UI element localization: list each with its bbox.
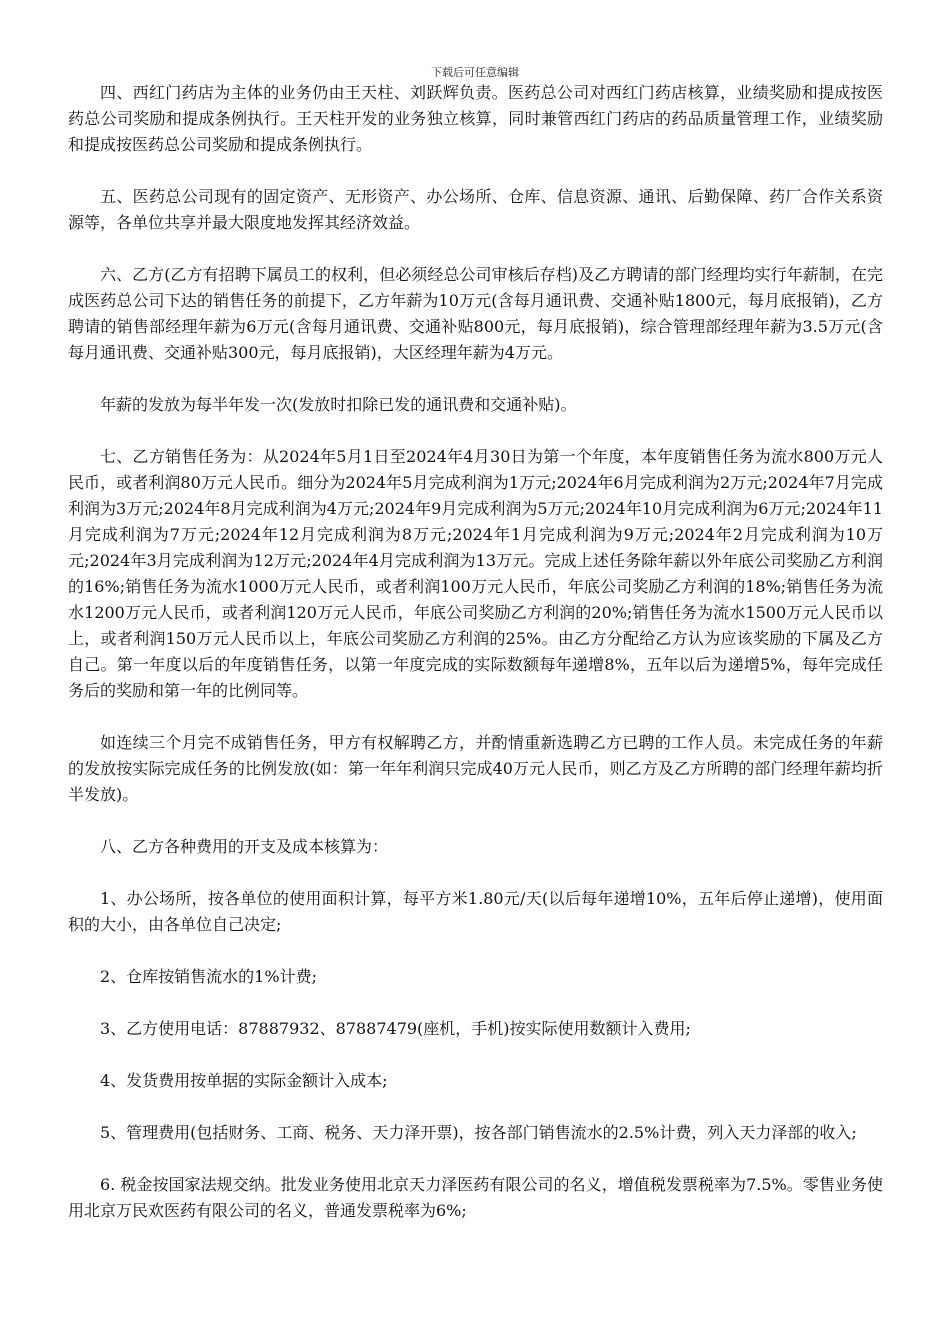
paragraph-section-4: 四、西红门药店为主体的业务仍由王天柱、刘跃辉负责。医药总公司对西红门药店核算，业绩奖励和提成按医药总公司奖励和提成条例执行。王天柱开发的业务独立核算，同时兼管西红门药店的药品质量管理工作，业绩奖励和提成按医药总公司奖励和提成条例执行。: [68, 83, 883, 154]
document-body: [68, 80, 883, 1250]
paragraph-item-4: 4、发货费用按单据的实际金额计入成本;: [100, 1071, 388, 1090]
paragraph-salary-payment: 年薪的发放为每半年发一次(发放时扣除已发的通讯费和交通补贴)。: [100, 395, 577, 414]
paragraph-section-8: 八、乙方各种费用的开支及成本核算为：: [100, 837, 389, 856]
paragraph-item-6: 6. 税金按国家法规交纳。批发业务使用北京天力泽医药有限公司的名义，增值税发票税率为7.5%。零售业务使用北京万民欢医药有限公司的名义，普通发票税率为6%;: [68, 1175, 883, 1220]
paragraph-item-2: 2、仓库按销售流水的1%计费;: [100, 967, 317, 986]
paragraph-item-1: 1、办公场所，按各单位的使用面积计算，每平方米1.80元/天(以后每年递增10%，五年后停止递增)，使用面积的大小，由各单位自己决定;: [68, 889, 883, 934]
paragraph-dismissal-terms: 如连续三个月完不成销售任务，甲方有权解聘乙方，并酌情重新选聘乙方已聘的工作人员。未完成任务的年薪的发放按实际完成任务的比例发放(如：第一年年利润只完成40万元人民币，则乙方及乙方所聘的部门经理年薪均折半发放)。: [68, 733, 883, 804]
paragraph-section-7: 七、乙方销售任务为：从2024年5月1日至2024年4月30日为第一个年度，本年度销售任务为流水800万元人民币，或者利润80万元人民币。细分为2024年5月完成利润为1万元;2024年6月完成利润为2万元;2024年7月完成利润为3万元;2024年8月完成利润为4万元;2024年9月完成利润为5万元;2024年10月完成利润为6万元;2024年11月完成利润为7万元;2024年12月完成利润为8万元;2024年1月完成利润为9万元;2024年2月完成利润为10万元;2024年3月完成利润为12万元;2024年4月完成利润为13万元。完成上述任务除年薪以外年底公司奖励乙方利润的16%;销售任务为流水1000万元人民币，或者利润100万元人民币，年底公司奖励乙方利润的18%;销售任务为流水1200万元人民币，或者利润120万元人民币，年底公司奖励乙方利润的20%;销售任务为流水1500万元人民币以上，或者利润150万元人民币以上，年底公司奖励乙方利润的25%。由乙方分配给乙方认为应该奖励的下属及乙方自己。第一年度以后的年度销售任务，以第一年度完成的实际数额每年递增8%，五年以后为递增5%，每年完成任务后的奖励和第一年的比例同等。: [68, 447, 883, 700]
paragraph-item-3: 3、乙方使用电话：87887932、87887479(座机，手机)按实际使用数额计入费用;: [100, 1019, 691, 1038]
paragraph-item-5: 5、管理费用(包括财务、工商、税务、天力泽开票)，按各部门销售流水的2.5%计费，列入天力泽部的收入;: [100, 1123, 857, 1142]
paragraph-section-6: 六、乙方(乙方有招聘下属员工的权利，但必须经总公司审核后存档)及乙方聘请的部门经理均实行年薪制，在完成医药总公司下达的销售任务的前提下，乙方年薪为10万元(含每月通讯费、交通补贴1800元，每月底报销)，乙方聘请的销售部经理年薪为6万元(含每月通讯费、交通补贴800元，每月底报销)，综合管理部经理年薪为3.5万元(含每月通讯费、交通补贴300元，每月底报销)，大区经理年薪为4万元。: [68, 265, 883, 362]
header-note: 下载后可任意编辑: [431, 66, 519, 79]
paragraph-section-5: 五、医药总公司现有的固定资产、无形资产、办公场所、仓库、信息资源、通讯、后勤保障、药厂合作关系资源等，各单位共享并最大限度地发挥其经济效益。: [68, 187, 883, 232]
